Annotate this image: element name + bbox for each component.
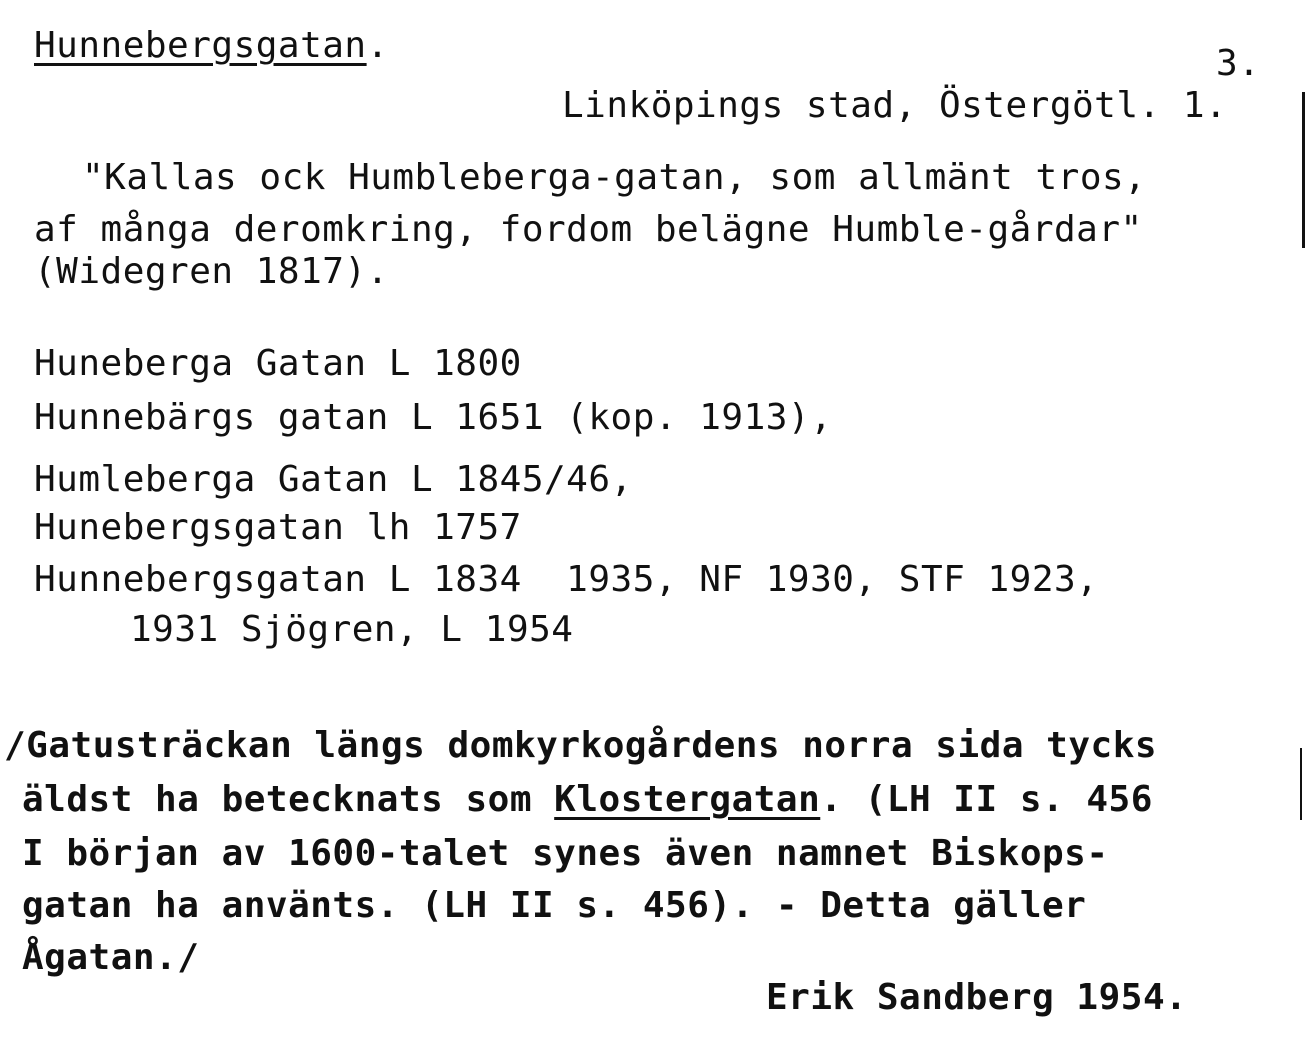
note-line-2 (22, 780, 1153, 820)
quote-line-3: (Widegren 1817). (34, 251, 389, 292)
street-name-dot: . (366, 25, 389, 66)
form-line-6: 1931 Sjögren, L 1954 (130, 609, 574, 650)
klostergatan-underlined: Klostergatan (554, 779, 821, 820)
form-line-3: Humleberga Gatan L 1845/46, (34, 459, 633, 500)
right-edge-mark-upper (1302, 92, 1305, 248)
form-line-5: Hunnebergsgatan L 1834 1935, NF 1930, STF 1923, (34, 559, 1099, 600)
form-line-4: Hunebergsgatan lh 1757 (34, 507, 522, 548)
note-line-2-start: äldst ha betecknats som (22, 779, 555, 820)
quote-line-2: af många deromkring, fordom belägne Humble-gårdar" (34, 209, 1143, 250)
card-number: 3. (1216, 43, 1261, 84)
form-line-2: Hunnebärgs gatan L 1651 (kop. 1913), (34, 397, 833, 438)
form-line-1: Huneberga Gatan L 1800 (34, 343, 522, 384)
note-line-3: I början av 1600-talet synes även namnet Biskops- (22, 833, 1109, 874)
location-line: Linköpings stad, Östergötl. 1. (562, 85, 1228, 126)
right-edge-mark-lower (1300, 748, 1302, 820)
note-line-4: gatan ha använts. (LH II s. 456). - Detta gäller (22, 885, 1087, 926)
street-name-heading (34, 26, 389, 66)
street-name: Hunnebergsgatan (34, 25, 367, 66)
signature: Erik Sandberg 1954. (766, 977, 1188, 1018)
note-line-1: /Gatusträckan längs domkyrkogårdens norra sida tycks (4, 725, 1158, 766)
note-line-2-end: . (LH II s. 456 (820, 779, 1153, 820)
quote-line-1: "Kallas ock Humbleberga-gatan, som allmänt tros, (82, 157, 1147, 198)
note-line-5: Ågatan./ (22, 937, 200, 978)
